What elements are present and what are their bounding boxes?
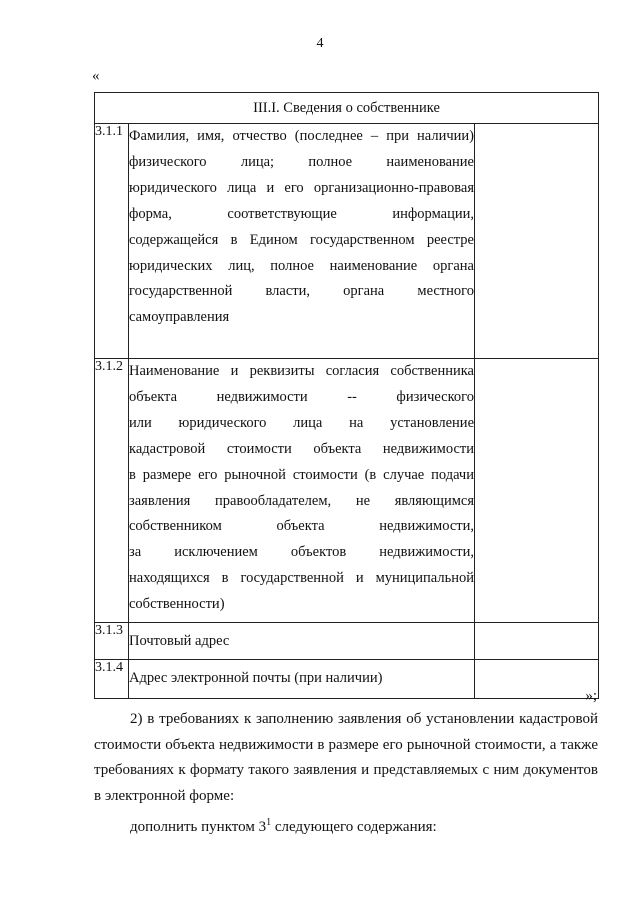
closing-quote-mark: »; — [585, 688, 597, 704]
row-description — [129, 660, 475, 699]
opening-quote-mark: « — [92, 68, 100, 84]
row-number: 3.1.4 — [95, 660, 129, 699]
description-line: за исключением объектов недвижимости, — [129, 544, 474, 561]
description-line: форма, соответствующие информации, — [129, 205, 474, 222]
paragraph-text-after: следующего содержания: — [271, 819, 437, 835]
description-line: физического лица; полное наименование — [129, 153, 474, 170]
paragraph-line: стоимости объекта недвижимости в размере его рыночной стоимости, а также — [94, 736, 598, 753]
row-value-cell — [475, 623, 599, 660]
table-row — [95, 124, 599, 359]
description-line: Наименование и реквизиты согласия собственника — [129, 363, 474, 379]
row-number: 3.1.1 — [95, 124, 129, 359]
row-description — [129, 623, 475, 660]
owner-info-table — [94, 92, 599, 699]
row-description — [129, 124, 475, 359]
row-number: 3.1.2 — [95, 359, 129, 623]
page-number: 4 — [316, 36, 324, 51]
row-description — [129, 359, 475, 623]
paragraph-line: требованиях к формату такого заявления и представляемых с ним документов — [94, 762, 598, 778]
description-line: государственной власти, органа местного — [129, 283, 474, 300]
paragraph-line: 2) в требованиях к заполнению заявления об установлении кадастровой — [130, 711, 598, 727]
description-line: кадастровой стоимости объекта недвижимости — [129, 440, 474, 457]
description-line: юридического лица и его организационно-правовая — [129, 179, 474, 196]
row-number: 3.1.3 — [95, 623, 129, 660]
paragraph-line: в электронной форме: — [94, 787, 235, 804]
paragraph-text-before: дополнить пунктом 3 — [130, 819, 267, 835]
row-value-cell — [475, 660, 599, 699]
amendment-paragraph — [94, 707, 598, 809]
description-line: Адрес электронной почты (при наличии) — [129, 670, 383, 686]
table-row — [95, 660, 599, 699]
table-row — [95, 623, 599, 660]
superscript-number: 1 — [266, 817, 272, 828]
description-line: Фамилия, имя, отчество (последнее – при наличии) — [129, 128, 474, 144]
table-row — [95, 359, 599, 623]
description-line: собственником объекта недвижимости, — [129, 518, 474, 535]
paragraph-line — [130, 810, 600, 841]
description-line: Почтовый адрес — [129, 633, 230, 649]
description-line: в размере его рыночной стоимости (в случае подачи — [129, 466, 474, 483]
description-line: юридических лиц, полное наименование органа — [129, 257, 474, 274]
description-line: собственности) — [129, 596, 225, 613]
description-line: содержащейся в Едином государственном реестре — [129, 231, 474, 248]
description-line: находящихся в государственной и муниципальной — [129, 570, 474, 587]
row-value-cell — [475, 124, 599, 359]
description-line: самоуправления — [129, 309, 230, 326]
addition-paragraph — [130, 810, 600, 841]
description-line: заявления правообладателем, не являющимся — [129, 492, 474, 509]
description-line: объекта недвижимости -- физического — [129, 388, 474, 405]
description-line: или юридического лица на установление — [129, 414, 474, 431]
row-value-cell — [475, 359, 599, 623]
section-title: III.I. Сведения о собственнике — [95, 93, 599, 124]
